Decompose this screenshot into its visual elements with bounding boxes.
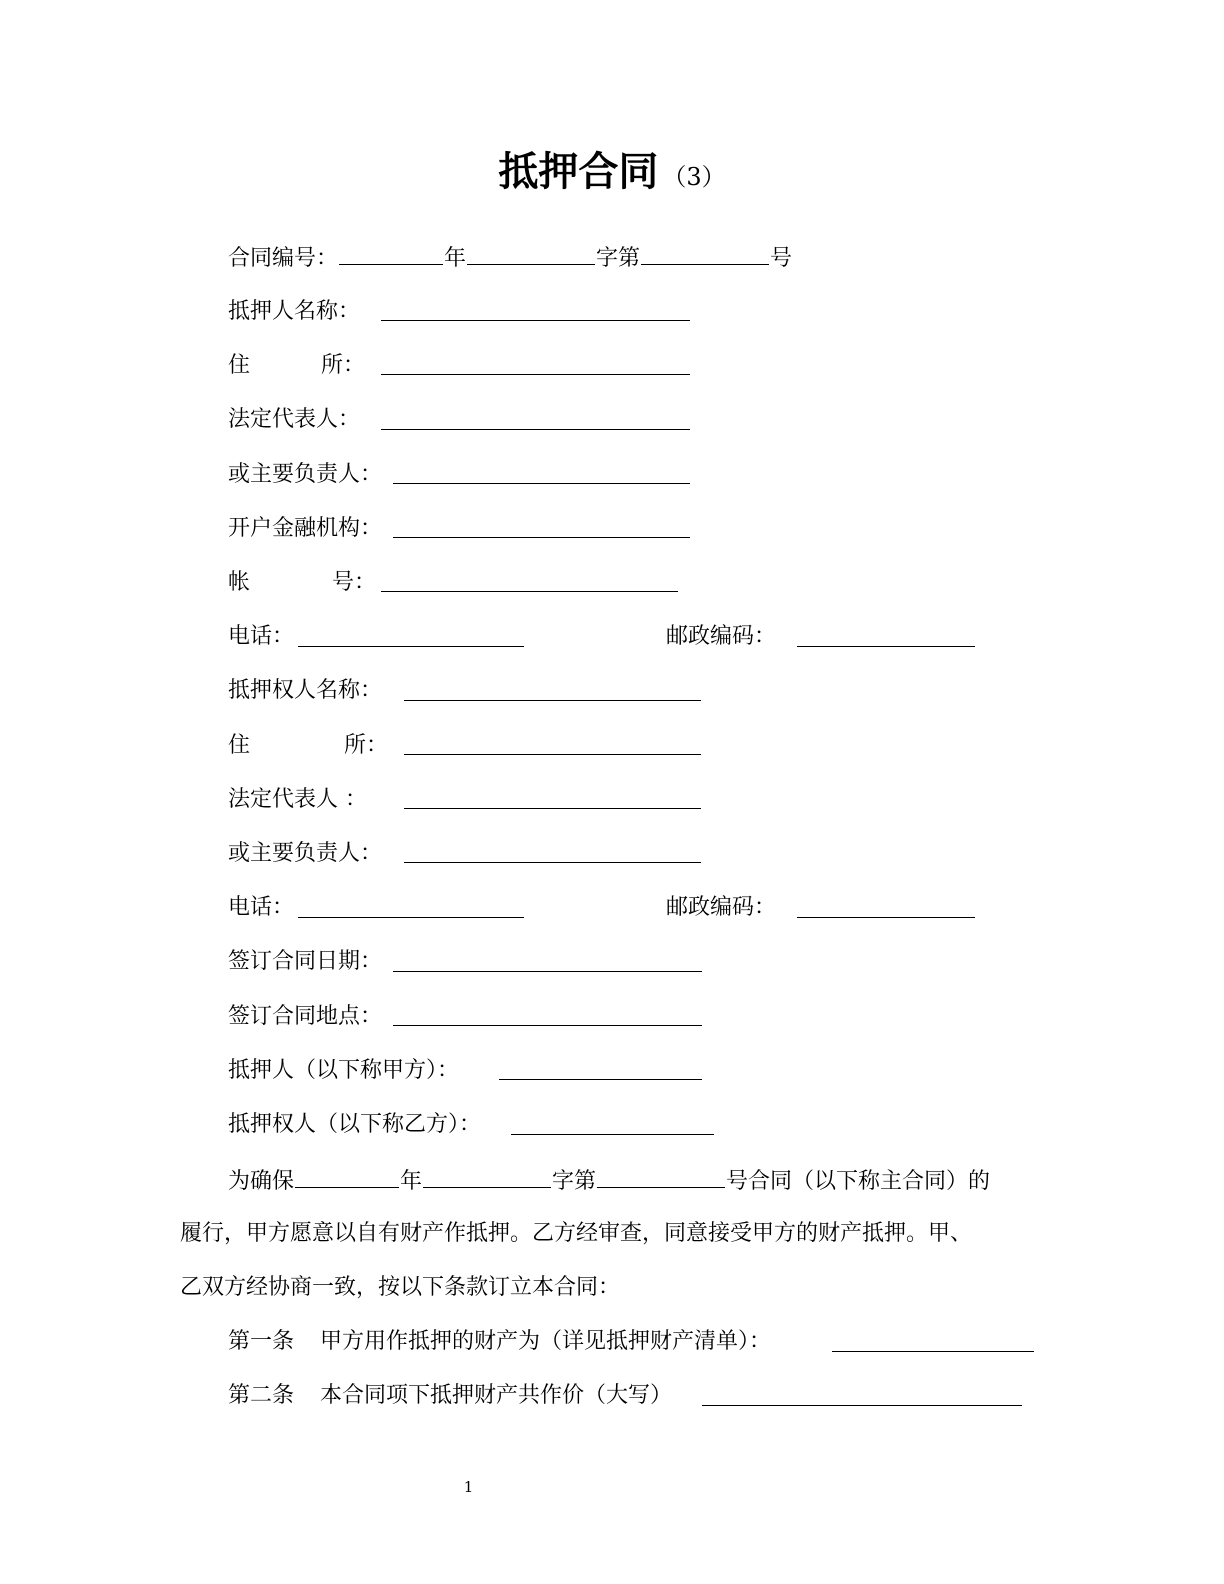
mortgagor-address-field[interactable] [381, 374, 690, 375]
sign-place-row [228, 1002, 382, 1032]
mortgagee-legal-rep-label: 法定代表人 ： [228, 787, 367, 812]
mortgagee-principal-field[interactable] [404, 862, 701, 863]
mortgagor-principal-row [228, 460, 382, 490]
preamble-year-field[interactable] [295, 1165, 399, 1188]
mortgagor-account-label-a: 帐 [228, 570, 251, 595]
sign-date-label: 签订合同日期： [228, 949, 383, 974]
mortgagor-legal-rep-field[interactable] [381, 429, 690, 430]
mortgagee-postcode-label: 邮政编码： [666, 895, 777, 920]
preamble-zi-label: 字第 [552, 1169, 597, 1194]
mortgagor-address-label-b: 所： [321, 353, 366, 378]
mortgagor-name-field[interactable] [381, 320, 690, 321]
mortgagee-address-label-a: 住 [228, 733, 251, 758]
article-2-row [228, 1381, 672, 1411]
mortgagor-legal-rep-label: 法定代表人： [228, 407, 361, 432]
party-a-field[interactable] [499, 1079, 702, 1080]
mortgagee-phone-row [228, 893, 294, 923]
article-1-text: 甲方用作抵押的财产为（详见抵押财产清单）： [320, 1329, 772, 1354]
mortgagee-legal-rep-row [228, 785, 367, 815]
mortgagee-phone-label: 电话： [228, 895, 295, 920]
mortgagor-principal-field[interactable] [393, 483, 690, 484]
preamble-hao-field[interactable] [597, 1165, 725, 1188]
party-a-row [228, 1056, 459, 1086]
mortgagee-name-row [228, 676, 382, 706]
party-b-label: 抵押权人（以下称乙方）： [228, 1112, 482, 1137]
title-main: 抵押合同 [498, 149, 659, 195]
mortgagor-bank-row [228, 514, 382, 544]
article-2-text: 本合同项下抵押财产共作价（大写） [320, 1383, 673, 1408]
preamble-line-1 [228, 1165, 990, 1197]
mortgagee-principal-row [228, 839, 382, 869]
mortgagor-account-label-b: 号： [332, 570, 377, 595]
preamble-rest: 号合同（以下称主合同）的 [726, 1169, 991, 1194]
mortgagor-address-label-a: 住 [228, 353, 251, 378]
article-1-field[interactable] [832, 1351, 1034, 1352]
preamble-start: 为确保 [228, 1169, 295, 1194]
contract-zi-label: 字第 [596, 246, 641, 271]
contract-hao-field[interactable] [641, 242, 769, 265]
contract-zi-field[interactable] [467, 242, 595, 265]
mortgagor-bank-field[interactable] [393, 537, 690, 538]
preamble-line-3: 乙双方经协商一致，按以下条款订立本合同： [180, 1275, 621, 1300]
mortgagor-postcode-field[interactable] [797, 646, 975, 647]
mortgagor-account-field[interactable] [381, 591, 678, 592]
article-2-number: 第二条 [228, 1383, 295, 1408]
page-number: 1 [463, 1478, 474, 1496]
mortgagee-principal-label: 或主要负责人： [228, 841, 383, 866]
contract-number-row [228, 242, 792, 274]
mortgagee-address-label-b: 所： [344, 733, 389, 758]
sign-place-label: 签订合同地点： [228, 1004, 383, 1029]
mortgagor-principal-label: 或主要负责人： [228, 462, 383, 487]
contract-number-label: 合同编号： [228, 246, 339, 271]
article-1-number: 第一条 [228, 1329, 295, 1354]
contract-hao-label: 号 [770, 246, 793, 271]
mortgagor-phone-label: 电话： [228, 624, 295, 649]
preamble-line-2: 履行，甲方愿意以自有财产作抵押。乙方经审查，同意接受甲方的财产抵押。甲、 [180, 1221, 973, 1246]
mortgagee-name-label: 抵押权人名称： [228, 678, 383, 703]
mortgagee-address-row [228, 731, 388, 761]
sign-date-row [228, 947, 382, 977]
article-2-field[interactable] [702, 1405, 1022, 1406]
mortgagor-bank-label: 开户金融机构： [228, 516, 383, 541]
party-a-label: 抵押人（以下称甲方）： [228, 1058, 460, 1083]
preamble-zi-field[interactable] [423, 1165, 551, 1188]
mortgagor-name-row [228, 297, 360, 327]
mortgagor-postcode-label: 邮政编码： [666, 624, 777, 649]
party-b-row [228, 1110, 481, 1140]
mortgagor-phone-row [228, 622, 294, 652]
contract-year-field[interactable] [339, 242, 443, 265]
mortgagee-legal-rep-field[interactable] [404, 808, 701, 809]
sign-date-field[interactable] [393, 971, 702, 972]
party-b-field[interactable] [511, 1134, 714, 1135]
mortgagee-phone-field[interactable] [298, 917, 524, 918]
mortgagee-postcode-field[interactable] [797, 917, 975, 918]
mortgagee-name-field[interactable] [404, 700, 701, 701]
preamble-year-label: 年 [400, 1169, 423, 1194]
sign-place-field[interactable] [393, 1025, 702, 1026]
article-1-row [228, 1327, 771, 1357]
document-title [0, 140, 1224, 197]
mortgagor-address-row [228, 351, 365, 381]
title-sub: （3） [662, 163, 726, 191]
mortgagor-account-row [228, 568, 376, 598]
mortgagor-legal-rep-row [228, 405, 360, 435]
mortgagee-address-field[interactable] [404, 754, 701, 755]
mortgagor-phone-field[interactable] [298, 646, 524, 647]
mortgagor-name-label: 抵押人名称： [228, 299, 361, 324]
contract-year-label: 年 [444, 246, 467, 271]
